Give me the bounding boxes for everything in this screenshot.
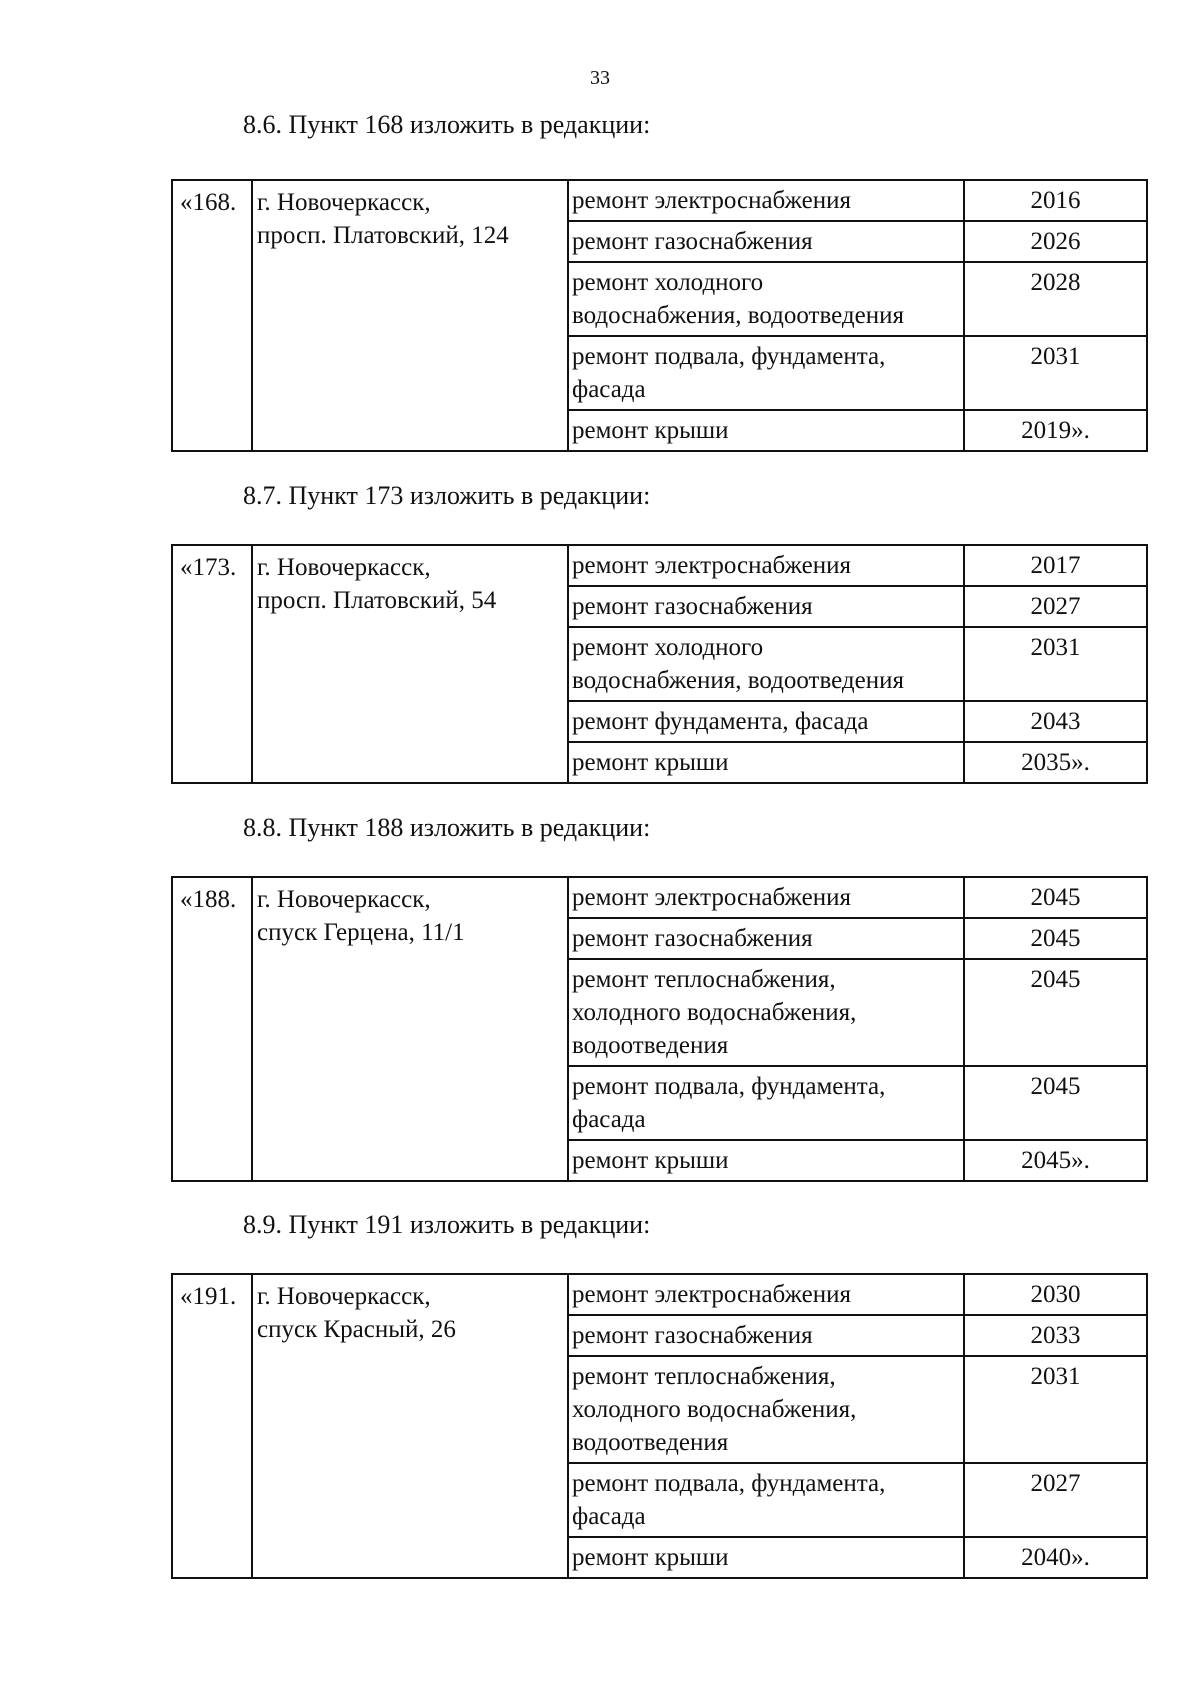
- address-cell: [252, 1274, 568, 1578]
- work-type-line: фасада: [572, 1106, 646, 1133]
- item-number: «188.: [172, 877, 252, 1181]
- year-cell: 2033: [964, 1315, 1147, 1356]
- year-cell: 2030: [964, 1274, 1147, 1315]
- work-type-cell: [568, 1537, 964, 1578]
- work-type-line: ремонт газоснабжения: [572, 228, 813, 255]
- work-type-line: ремонт теплоснабжения,: [572, 1363, 836, 1390]
- year-cell: 2017: [964, 545, 1147, 586]
- item-number: «191.: [172, 1274, 252, 1578]
- item-number: «168.: [172, 180, 252, 451]
- work-type-cell: [568, 918, 964, 959]
- work-type-cell: [568, 410, 964, 451]
- table-row: [172, 1274, 1147, 1315]
- work-type-line: водоотведения: [572, 1429, 729, 1456]
- work-type-line: холодного водоснабжения,: [572, 1396, 857, 1423]
- work-type-line: ремонт газоснабжения: [572, 925, 813, 952]
- work-type-cell: [568, 701, 964, 742]
- work-type-cell: [568, 1140, 964, 1181]
- work-type-cell: [568, 627, 964, 701]
- work-type-line: ремонт электроснабжения: [572, 884, 851, 911]
- table-row: [172, 180, 1147, 221]
- year-cell: 2026: [964, 221, 1147, 262]
- amendment-table-188: [171, 876, 1148, 1182]
- address-line: г. Новочеркасск,: [257, 554, 431, 581]
- work-type-line: ремонт крыши: [572, 417, 729, 444]
- work-type-line: ремонт подвала, фундамента,: [572, 343, 886, 370]
- work-type-line: водоснабжения, водоотведения: [572, 302, 904, 329]
- work-type-cell: [568, 877, 964, 918]
- work-type-line: ремонт крыши: [572, 749, 729, 776]
- work-type-cell: [568, 959, 964, 1066]
- work-type-line: ремонт электроснабжения: [572, 552, 851, 579]
- work-type-line: ремонт подвала, фундамента,: [572, 1073, 886, 1100]
- year-cell: 2045».: [964, 1140, 1147, 1181]
- year-cell: 2031: [964, 336, 1147, 410]
- work-type-line: ремонт электроснабжения: [572, 1281, 851, 1308]
- work-type-line: ремонт теплоснабжения,: [572, 966, 836, 993]
- work-type-line: ремонт газоснабжения: [572, 593, 813, 620]
- work-type-cell: [568, 336, 964, 410]
- section-heading: 8.8. Пункт 188 изложить в редакции:: [243, 813, 651, 842]
- year-cell: 2045: [964, 877, 1147, 918]
- work-type-line: ремонт холодного: [572, 634, 764, 661]
- section-heading: 8.6. Пункт 168 изложить в редакции:: [243, 110, 651, 139]
- year-cell: 2035».: [964, 742, 1147, 783]
- amendment-table-173: [171, 544, 1148, 784]
- work-type-cell: [568, 1356, 964, 1463]
- address-cell: [252, 545, 568, 783]
- work-type-line: ремонт электроснабжения: [572, 187, 851, 214]
- year-cell: 2040».: [964, 1537, 1147, 1578]
- year-cell: 2027: [964, 586, 1147, 627]
- year-cell: 2043: [964, 701, 1147, 742]
- work-type-cell: [568, 1315, 964, 1356]
- address-line: спуск Красный, 26: [257, 1316, 456, 1343]
- work-type-line: водоснабжения, водоотведения: [572, 667, 904, 694]
- work-type-line: фасада: [572, 376, 646, 403]
- work-type-cell: [568, 1274, 964, 1315]
- table-row: [172, 877, 1147, 918]
- item-number: «173.: [172, 545, 252, 783]
- work-type-cell: [568, 586, 964, 627]
- address-line: г. Новочеркасск,: [257, 1283, 431, 1310]
- work-type-line: ремонт холодного: [572, 269, 764, 296]
- year-cell: 2045: [964, 959, 1147, 1066]
- year-cell: 2045: [964, 918, 1147, 959]
- year-cell: 2028: [964, 262, 1147, 336]
- address-cell: [252, 180, 568, 451]
- work-type-cell: [568, 1463, 964, 1537]
- work-type-cell: [568, 262, 964, 336]
- address-line: просп. Платовский, 124: [257, 222, 509, 249]
- section-heading: 8.7. Пункт 173 изложить в редакции:: [243, 481, 651, 510]
- address-line: спуск Герцена, 11/1: [257, 919, 465, 946]
- work-type-line: фасада: [572, 1503, 646, 1530]
- year-cell: 2016: [964, 180, 1147, 221]
- year-cell: 2019».: [964, 410, 1147, 451]
- work-type-line: холодного водоснабжения,: [572, 999, 857, 1026]
- table-row: [172, 545, 1147, 586]
- year-cell: 2031: [964, 627, 1147, 701]
- work-type-line: ремонт крыши: [572, 1147, 729, 1174]
- address-line: г. Новочеркасск,: [257, 189, 431, 216]
- work-type-line: ремонт газоснабжения: [572, 1322, 813, 1349]
- address-cell: [252, 877, 568, 1181]
- year-cell: 2045: [964, 1066, 1147, 1140]
- address-line: просп. Платовский, 54: [257, 587, 497, 614]
- year-cell: 2031: [964, 1356, 1147, 1463]
- section-heading: 8.9. Пункт 191 изложить в редакции:: [243, 1210, 651, 1239]
- work-type-cell: [568, 742, 964, 783]
- page-number: 33: [590, 67, 610, 89]
- work-type-cell: [568, 180, 964, 221]
- amendment-table-191: [171, 1273, 1148, 1579]
- work-type-cell: [568, 1066, 964, 1140]
- work-type-line: водоотведения: [572, 1032, 729, 1059]
- work-type-line: ремонт фундамента, фасада: [572, 708, 869, 735]
- work-type-cell: [568, 221, 964, 262]
- work-type-cell: [568, 545, 964, 586]
- amendment-table-168: [171, 179, 1148, 452]
- work-type-line: ремонт подвала, фундамента,: [572, 1470, 886, 1497]
- address-line: г. Новочеркасск,: [257, 886, 431, 913]
- year-cell: 2027: [964, 1463, 1147, 1537]
- work-type-line: ремонт крыши: [572, 1544, 729, 1571]
